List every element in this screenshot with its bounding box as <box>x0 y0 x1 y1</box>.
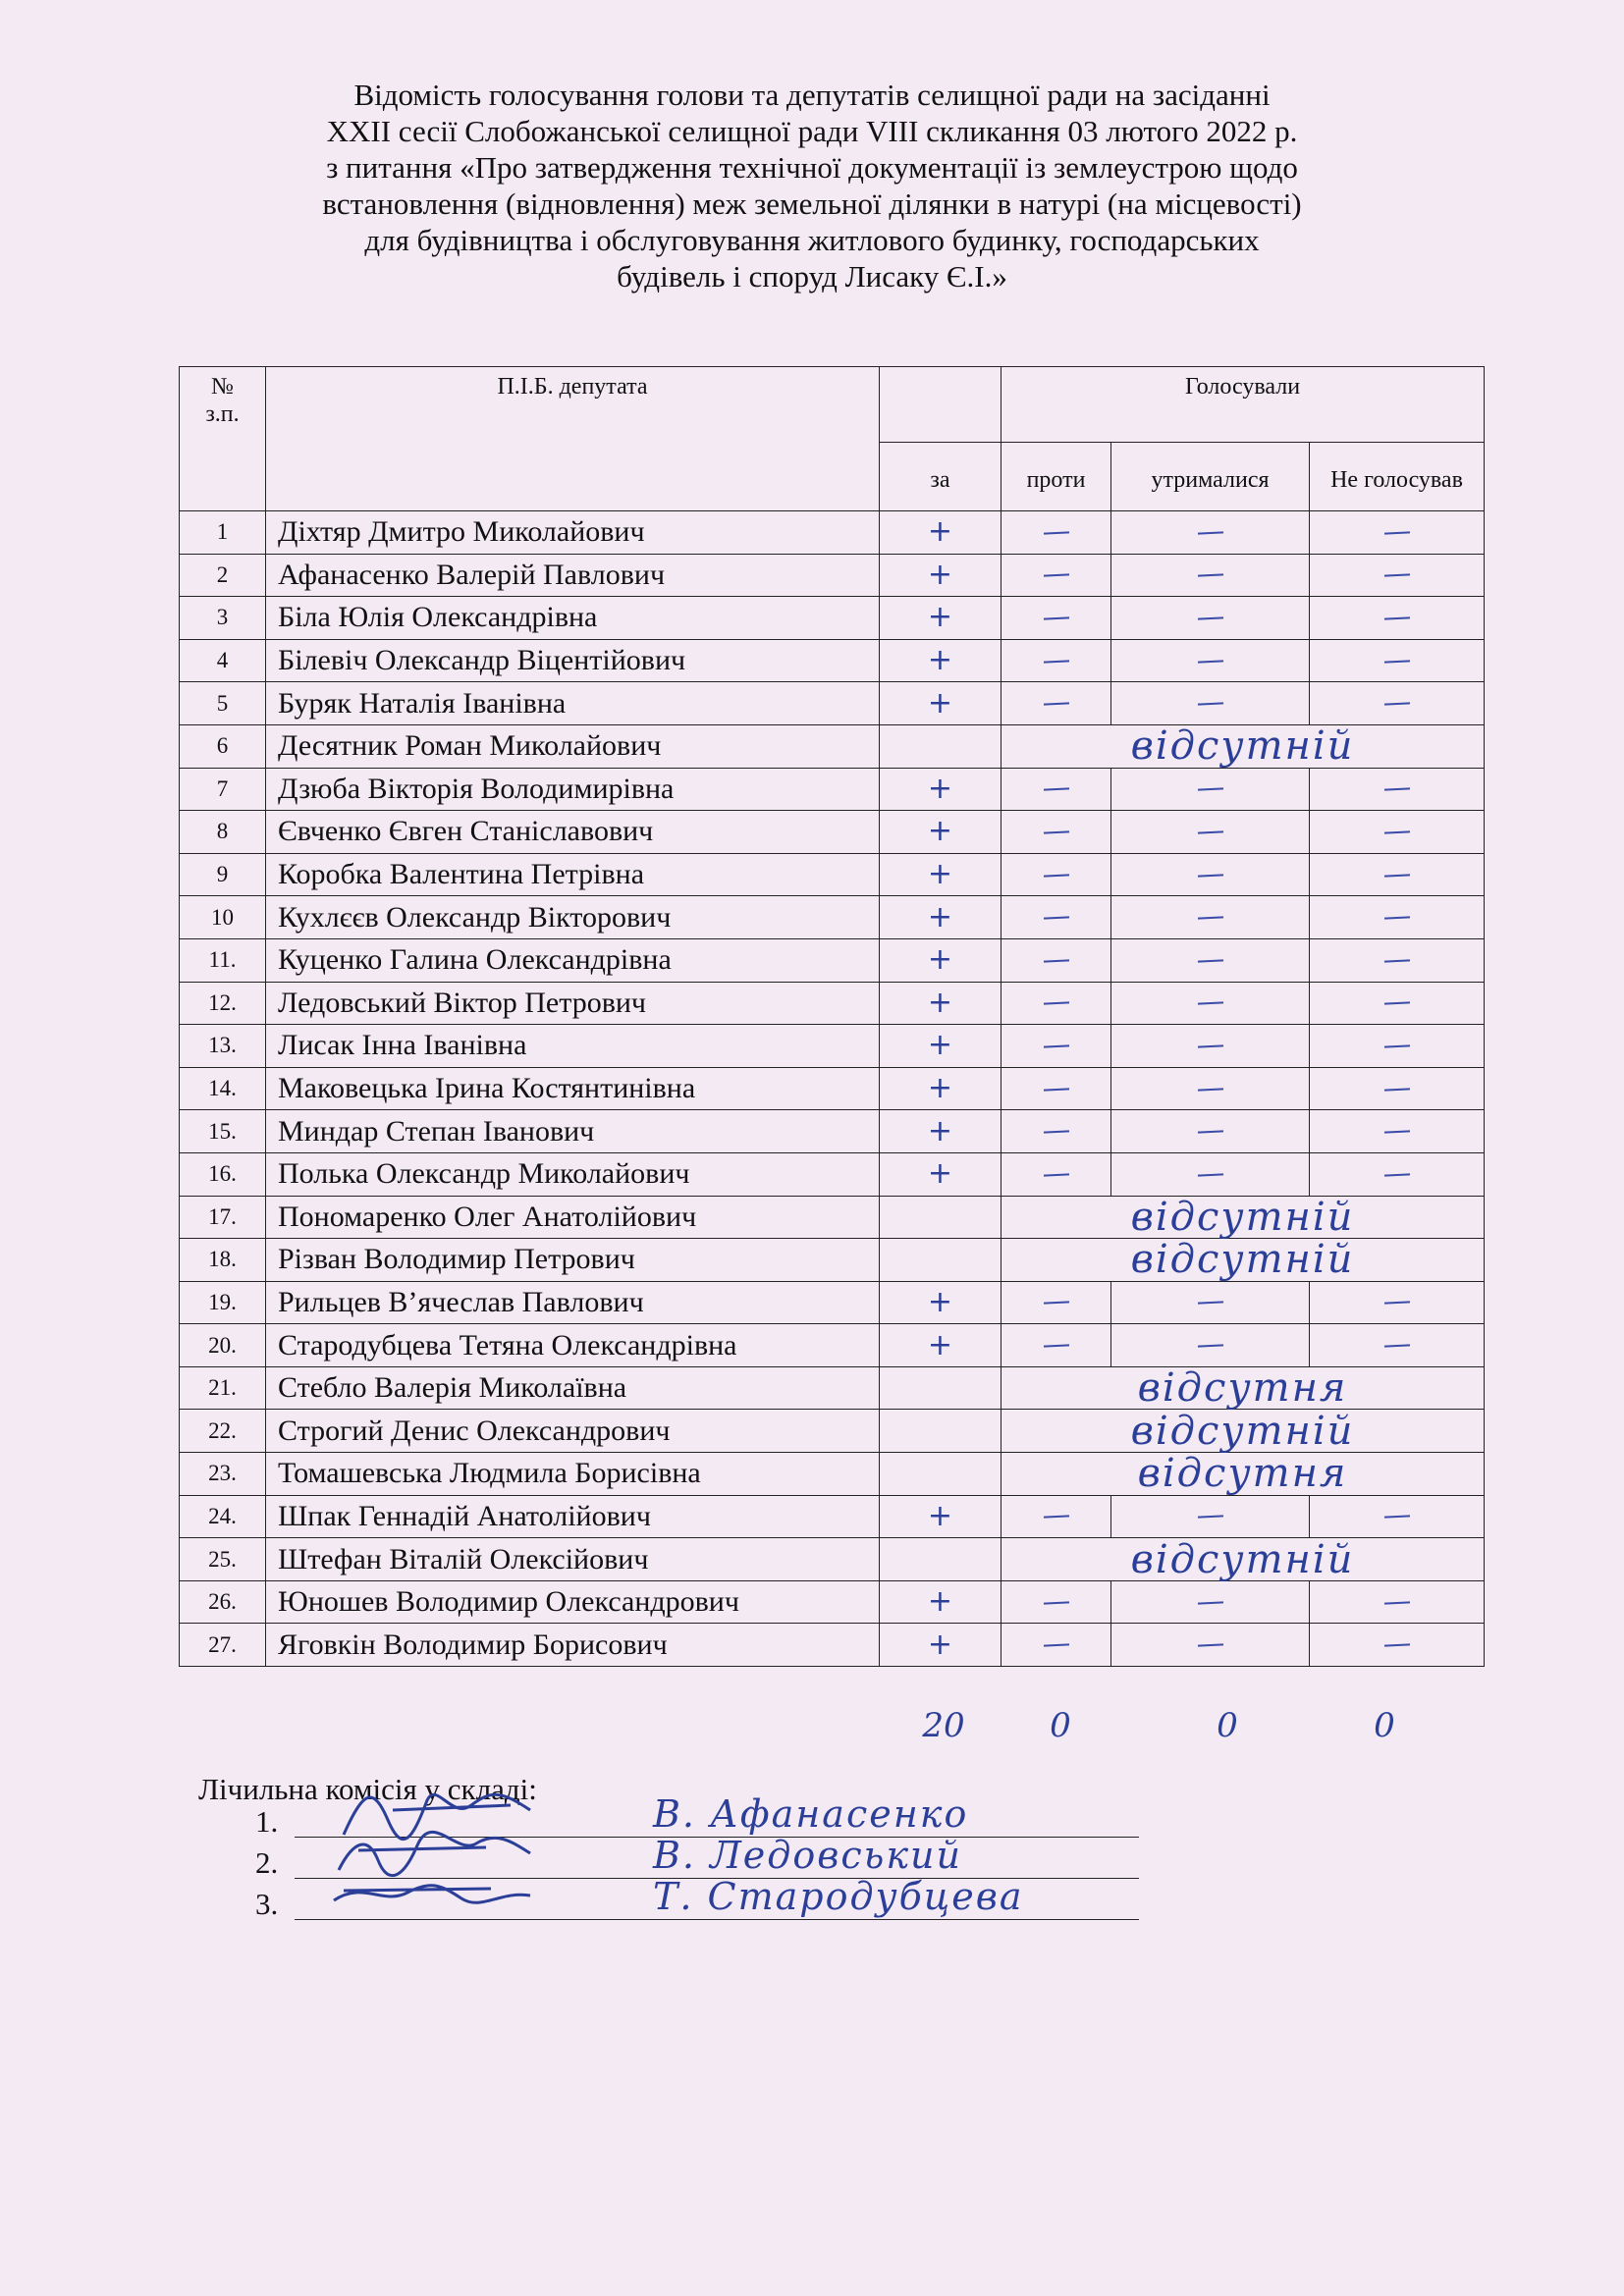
dash-mark-icon <box>1043 702 1068 705</box>
table-row <box>180 768 1485 811</box>
vote-for-cell <box>880 1453 1001 1496</box>
table-row <box>180 811 1485 854</box>
vote-against-cell <box>1001 1067 1111 1110</box>
table-row <box>180 1152 1485 1196</box>
dash-mark-icon <box>1197 830 1222 833</box>
dash-mark-icon <box>1043 830 1068 833</box>
vote-for-mark: + <box>880 1067 1001 1110</box>
header-line: з питання «Про затвердження технічної документації із землеустрою щодо <box>326 150 1298 185</box>
handwritten-signature <box>324 1871 540 1920</box>
vote-against-cell <box>1001 1152 1111 1196</box>
member-name: В. Ледовський <box>653 1834 962 1877</box>
row-number: 4 <box>180 639 266 682</box>
vote-for-cell <box>880 1239 1001 1282</box>
deputy-name: Буряк Наталія Іванівна <box>266 682 880 725</box>
vote-abstain-cell <box>1111 1152 1310 1196</box>
vote-novote-cell <box>1310 1025 1485 1068</box>
vote-for-mark: + <box>880 768 1001 811</box>
vote-for-mark: + <box>880 1580 1001 1624</box>
deputy-name: Ледовський Віктор Петрович <box>266 982 880 1025</box>
vote-for-cell <box>880 1196 1001 1239</box>
vote-novote-cell <box>1310 1495 1485 1538</box>
header-line: встановлення (відновлення) меж земельної ділянки в натурі (на місцевості) <box>322 187 1302 221</box>
dash-mark-icon <box>1197 1173 1222 1176</box>
absent-note: відсутній <box>1001 1538 1485 1581</box>
vote-for-mark: + <box>880 938 1001 982</box>
absent-note: відсутній <box>1001 724 1485 768</box>
vote-abstain-cell <box>1111 639 1310 682</box>
row-number: 26. <box>180 1580 266 1624</box>
vote-for-mark: + <box>880 1281 1001 1324</box>
dash-mark-icon <box>1197 531 1222 534</box>
deputy-name: Штефан Віталій Олексійович <box>266 1538 880 1581</box>
vote-abstain-cell <box>1111 554 1310 597</box>
member-number: 2. <box>255 1845 279 1880</box>
total-against: 0 <box>1050 1706 1071 1745</box>
vote-abstain-cell <box>1111 597 1310 640</box>
row-number: 17. <box>180 1196 266 1239</box>
member-name: В. Афанасенко <box>653 1792 969 1836</box>
total-novote: 0 <box>1374 1706 1395 1745</box>
deputy-name: Полька Олександр Миколайович <box>266 1152 880 1196</box>
row-number: 8 <box>180 811 266 854</box>
dash-mark-icon <box>1197 959 1222 962</box>
vote-abstain-cell <box>1111 1067 1310 1110</box>
absent-note: відсутня <box>1001 1453 1485 1496</box>
vote-against-cell <box>1001 639 1111 682</box>
dash-mark-icon <box>1383 1173 1409 1176</box>
dash-mark-icon <box>1043 1344 1068 1347</box>
vote-for-cell <box>880 1366 1001 1410</box>
vote-novote-cell <box>1310 511 1485 555</box>
vote-abstain-cell <box>1111 1324 1310 1367</box>
table-row <box>180 1281 1485 1324</box>
vote-for-mark: + <box>880 1152 1001 1196</box>
vote-abstain-cell <box>1111 1624 1310 1667</box>
vote-against-cell <box>1001 1495 1111 1538</box>
dash-mark-icon <box>1043 1088 1068 1091</box>
vote-for-cell <box>880 724 1001 768</box>
header-line: Відомість голосування голови та депутатів селищної ради на засіданні <box>353 78 1271 112</box>
column-header-abstain: утрималися <box>1111 443 1310 511</box>
vote-against-cell <box>1001 853 1111 896</box>
deputy-name: Білевіч Олександр Віцентійович <box>266 639 880 682</box>
vote-against-cell <box>1001 1110 1111 1153</box>
vote-novote-cell <box>1310 597 1485 640</box>
vote-abstain-cell <box>1111 982 1310 1025</box>
table-row <box>180 896 1485 939</box>
vote-against-cell <box>1001 982 1111 1025</box>
vote-against-cell <box>1001 768 1111 811</box>
column-header-blank <box>880 367 1001 443</box>
deputy-name: Шпак Геннадій Анатолійович <box>266 1495 880 1538</box>
row-number: 15. <box>180 1110 266 1153</box>
deputy-name: Кухлєєв Олександр Вікторович <box>266 896 880 939</box>
column-header-number: № з.п. <box>180 367 266 511</box>
member-number: 3. <box>255 1887 279 1921</box>
table-row <box>180 1239 1485 1282</box>
dash-mark-icon <box>1197 1130 1222 1133</box>
dash-mark-icon <box>1383 660 1409 663</box>
table-row <box>180 1025 1485 1068</box>
absent-note: відсутній <box>1001 1410 1485 1453</box>
vote-for-mark: + <box>880 554 1001 597</box>
deputy-name: Різван Володимир Петрович <box>266 1239 880 1282</box>
vote-novote-cell <box>1310 896 1485 939</box>
vote-novote-cell <box>1310 1110 1485 1153</box>
deputy-name: Стебло Валерія Миколаївна <box>266 1366 880 1410</box>
row-number: 10 <box>180 896 266 939</box>
row-number: 21. <box>180 1366 266 1410</box>
member-name: Т. Стародубцева <box>653 1875 1024 1918</box>
vote-abstain-cell <box>1111 682 1310 725</box>
document-header <box>147 77 1477 294</box>
table-row <box>180 1196 1485 1239</box>
row-number: 20. <box>180 1324 266 1367</box>
vote-novote-cell <box>1310 853 1485 896</box>
deputy-name: Юношев Володимир Олександрович <box>266 1580 880 1624</box>
absent-note: відсутній <box>1001 1196 1485 1239</box>
dash-mark-icon <box>1043 1644 1068 1647</box>
vote-for-mark: + <box>880 597 1001 640</box>
vote-against-cell <box>1001 1580 1111 1624</box>
deputy-name: Рильцев В’ячеслав Павлович <box>266 1281 880 1324</box>
deputy-name: Маковецька Ірина Костянтинівна <box>266 1067 880 1110</box>
vote-abstain-cell <box>1111 896 1310 939</box>
table-row <box>180 1453 1485 1496</box>
vote-for-mark: + <box>880 1324 1001 1367</box>
dash-mark-icon <box>1197 1088 1222 1091</box>
vote-abstain-cell <box>1111 1580 1310 1624</box>
table-row <box>180 554 1485 597</box>
row-number: 18. <box>180 1239 266 1282</box>
vote-novote-cell <box>1310 1067 1485 1110</box>
dash-mark-icon <box>1043 788 1068 791</box>
dash-mark-icon <box>1043 1302 1068 1305</box>
column-header-for: за <box>880 443 1001 511</box>
dash-mark-icon <box>1383 959 1409 962</box>
column-header-novote: Не голосував <box>1310 443 1485 511</box>
vote-against-cell <box>1001 1025 1111 1068</box>
row-number: 27. <box>180 1624 266 1667</box>
deputy-name: Дзюба Вікторія Володимирівна <box>266 768 880 811</box>
deputy-name: Миндар Степан Іванович <box>266 1110 880 1153</box>
vote-for-mark: + <box>880 1110 1001 1153</box>
dash-mark-icon <box>1043 574 1068 577</box>
table-row <box>180 1366 1485 1410</box>
column-header-against: проти <box>1001 443 1111 511</box>
dash-mark-icon <box>1383 1644 1409 1647</box>
total-for: 20 <box>922 1706 965 1745</box>
vote-novote-cell <box>1310 811 1485 854</box>
deputy-name: Томашевська Людмила Борисівна <box>266 1453 880 1496</box>
vote-abstain-cell <box>1111 853 1310 896</box>
vote-against-cell <box>1001 811 1111 854</box>
dash-mark-icon <box>1197 1516 1222 1519</box>
deputy-name: Афанасенко Валерій Павлович <box>266 554 880 597</box>
vote-against-cell <box>1001 682 1111 725</box>
dash-mark-icon <box>1197 874 1222 877</box>
dash-mark-icon <box>1197 660 1222 663</box>
dash-mark-icon <box>1383 916 1409 919</box>
table-row <box>180 1110 1485 1153</box>
table-row <box>180 1495 1485 1538</box>
row-number: 16. <box>180 1152 266 1196</box>
deputy-name: Строгий Денис Олександрович <box>266 1410 880 1453</box>
dash-mark-icon <box>1383 1044 1409 1047</box>
vote-novote-cell <box>1310 554 1485 597</box>
vote-for-mark: + <box>880 896 1001 939</box>
deputy-name: Стародубцева Тетяна Олександрівна <box>266 1324 880 1367</box>
vote-for-mark: + <box>880 811 1001 854</box>
dash-mark-icon <box>1043 959 1068 962</box>
vote-novote-cell <box>1310 768 1485 811</box>
dash-mark-icon <box>1197 1601 1222 1604</box>
vote-abstain-cell <box>1111 1281 1310 1324</box>
vote-abstain-cell <box>1111 1110 1310 1153</box>
dash-mark-icon <box>1197 788 1222 791</box>
row-number: 19. <box>180 1281 266 1324</box>
dash-mark-icon <box>1383 574 1409 577</box>
dash-mark-icon <box>1043 1044 1068 1047</box>
deputy-name: Біла Юлія Олександрівна <box>266 597 880 640</box>
dash-mark-icon <box>1383 830 1409 833</box>
row-number: 11. <box>180 938 266 982</box>
vote-for-mark: + <box>880 682 1001 725</box>
vote-novote-cell <box>1310 682 1485 725</box>
vote-for-mark: + <box>880 639 1001 682</box>
vote-against-cell <box>1001 511 1111 555</box>
vote-against-cell <box>1001 1324 1111 1367</box>
vote-novote-cell <box>1310 938 1485 982</box>
row-number: 24. <box>180 1495 266 1538</box>
vote-novote-cell <box>1310 1624 1485 1667</box>
row-number: 6 <box>180 724 266 768</box>
column-header-voted: Голосували <box>1001 367 1485 443</box>
vote-against-cell <box>1001 938 1111 982</box>
table-row <box>180 1067 1485 1110</box>
deputy-name: Євченко Євген Станіславович <box>266 811 880 854</box>
voting-table <box>179 366 1485 1667</box>
vote-abstain-cell <box>1111 938 1310 982</box>
deputy-name: Коробка Валентина Петрівна <box>266 853 880 896</box>
table-row <box>180 597 1485 640</box>
dash-mark-icon <box>1197 1002 1222 1005</box>
vote-for-mark: + <box>880 853 1001 896</box>
dash-mark-icon <box>1043 660 1068 663</box>
dash-mark-icon <box>1383 874 1409 877</box>
dash-mark-icon <box>1383 1516 1409 1519</box>
table-row <box>180 511 1485 555</box>
table-row <box>180 1624 1485 1667</box>
vote-novote-cell <box>1310 1281 1485 1324</box>
row-number: 13. <box>180 1025 266 1068</box>
dash-mark-icon <box>1197 1044 1222 1047</box>
header-line: для будівництва і обслуговування житлового будинку, господарських <box>364 223 1260 257</box>
dash-mark-icon <box>1043 1130 1068 1133</box>
dash-mark-icon <box>1043 1002 1068 1005</box>
table-row <box>180 1538 1485 1581</box>
dash-mark-icon <box>1383 616 1409 619</box>
dash-mark-icon <box>1197 1302 1222 1305</box>
column-header-name: П.І.Б. депутата <box>266 367 880 511</box>
vote-for-mark: + <box>880 1025 1001 1068</box>
row-number: 14. <box>180 1067 266 1110</box>
vote-totals <box>0 1706 1624 1755</box>
vote-against-cell <box>1001 896 1111 939</box>
row-number: 1 <box>180 511 266 555</box>
commission-label: Лічильна комісія у складі: <box>198 1772 537 1806</box>
deputy-name: Діхтяр Дмитро Миколайович <box>266 511 880 555</box>
dash-mark-icon <box>1197 616 1222 619</box>
vote-abstain-cell <box>1111 511 1310 555</box>
dash-mark-icon <box>1197 916 1222 919</box>
dash-mark-icon <box>1383 1302 1409 1305</box>
header-line: XXІІ сесії Слобожанської селищної ради VІІІ скликання 03 лютого 2022 р. <box>326 114 1298 148</box>
vote-for-mark: + <box>880 1624 1001 1667</box>
vote-against-cell <box>1001 1624 1111 1667</box>
deputy-name: Яговкін Володимир Борисович <box>266 1624 880 1667</box>
vote-for-cell <box>880 1410 1001 1453</box>
vote-for-mark: + <box>880 982 1001 1025</box>
absent-note: відсутній <box>1001 1239 1485 1282</box>
dash-mark-icon <box>1043 874 1068 877</box>
dash-mark-icon <box>1383 1088 1409 1091</box>
table-row <box>180 724 1485 768</box>
vote-abstain-cell <box>1111 811 1310 854</box>
table-row <box>180 1580 1485 1624</box>
dash-mark-icon <box>1383 1002 1409 1005</box>
table-row <box>180 639 1485 682</box>
table-row <box>180 982 1485 1025</box>
vote-novote-cell <box>1310 982 1485 1025</box>
absent-note: відсутня <box>1001 1366 1485 1410</box>
deputy-name: Куценко Галина Олександрівна <box>266 938 880 982</box>
dash-mark-icon <box>1383 1344 1409 1347</box>
deputy-name: Пономаренко Олег Анатолійович <box>266 1196 880 1239</box>
dash-mark-icon <box>1383 1601 1409 1604</box>
dash-mark-icon <box>1043 916 1068 919</box>
dash-mark-icon <box>1043 1516 1068 1519</box>
row-number: 5 <box>180 682 266 725</box>
vote-for-cell <box>880 1538 1001 1581</box>
row-number: 23. <box>180 1453 266 1496</box>
vote-novote-cell <box>1310 1580 1485 1624</box>
vote-novote-cell <box>1310 1324 1485 1367</box>
row-number: 22. <box>180 1410 266 1453</box>
table-row <box>180 1410 1485 1453</box>
vote-abstain-cell <box>1111 1495 1310 1538</box>
vote-against-cell <box>1001 1281 1111 1324</box>
dash-mark-icon <box>1383 788 1409 791</box>
vote-novote-cell <box>1310 639 1485 682</box>
header-line: будівель і споруд Лисаку Є.І.» <box>617 259 1007 294</box>
vote-against-cell <box>1001 597 1111 640</box>
dash-mark-icon <box>1383 702 1409 705</box>
row-number: 7 <box>180 768 266 811</box>
deputy-name: Десятник Роман Миколайович <box>266 724 880 768</box>
row-number: 25. <box>180 1538 266 1581</box>
row-number: 12. <box>180 982 266 1025</box>
dash-mark-icon <box>1043 531 1068 534</box>
dash-mark-icon <box>1197 1644 1222 1647</box>
vote-novote-cell <box>1310 1152 1485 1196</box>
row-number: 2 <box>180 554 266 597</box>
table-row <box>180 1324 1485 1367</box>
dash-mark-icon <box>1383 1130 1409 1133</box>
table-row <box>180 853 1485 896</box>
dash-mark-icon <box>1043 616 1068 619</box>
commission-member-row <box>255 1875 1139 1924</box>
vote-for-mark: + <box>880 1495 1001 1538</box>
dash-mark-icon <box>1043 1601 1068 1604</box>
table-row <box>180 938 1485 982</box>
dash-mark-icon <box>1383 531 1409 534</box>
vote-against-cell <box>1001 554 1111 597</box>
table-row <box>180 682 1485 725</box>
dash-mark-icon <box>1043 1173 1068 1176</box>
total-abstain: 0 <box>1217 1706 1238 1745</box>
dash-mark-icon <box>1197 702 1222 705</box>
vote-abstain-cell <box>1111 1025 1310 1068</box>
vote-for-mark: + <box>880 511 1001 555</box>
row-number: 3 <box>180 597 266 640</box>
vote-abstain-cell <box>1111 768 1310 811</box>
row-number: 9 <box>180 853 266 896</box>
member-number: 1. <box>255 1804 279 1839</box>
dash-mark-icon <box>1197 574 1222 577</box>
deputy-name: Лисак Інна Іванівна <box>266 1025 880 1068</box>
dash-mark-icon <box>1197 1344 1222 1347</box>
